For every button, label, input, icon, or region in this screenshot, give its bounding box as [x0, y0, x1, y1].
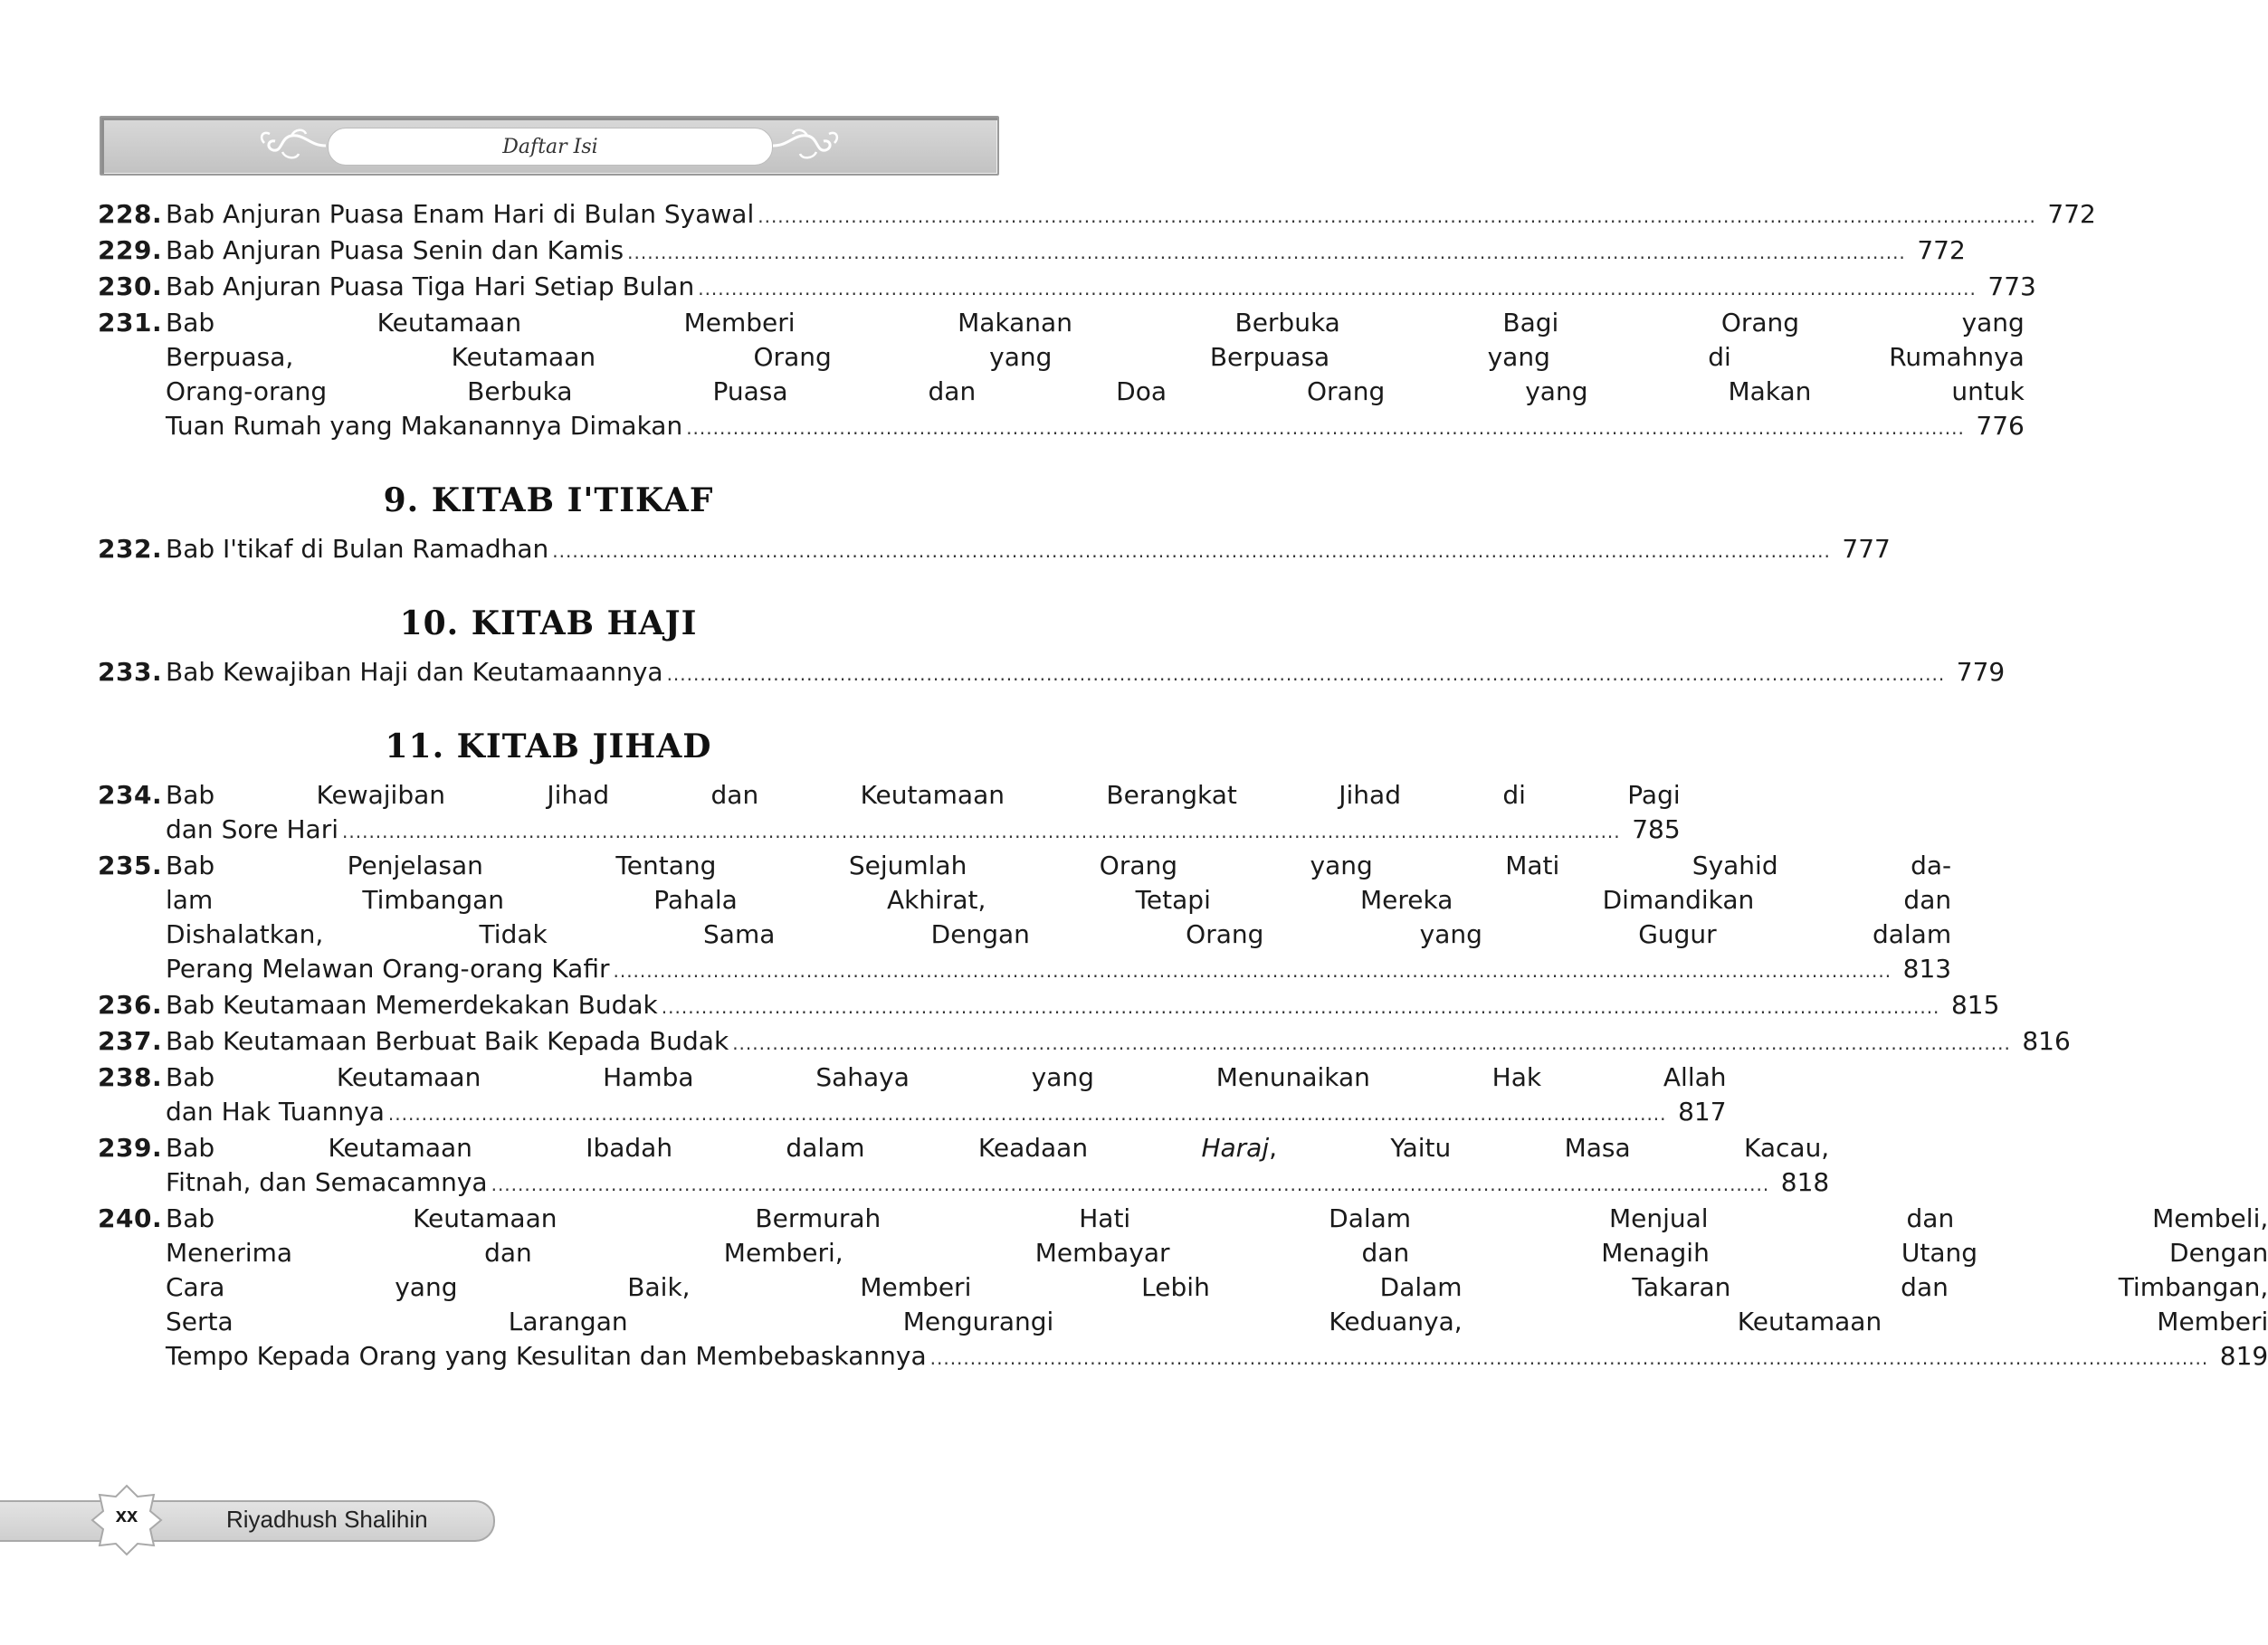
page-footer	[0, 1484, 507, 1556]
dot-leader	[662, 990, 1940, 1024]
toc-entry	[98, 655, 2006, 691]
section-heading-itikaf: 9. KITAB I'TIKAF	[383, 481, 714, 519]
entry-lines	[166, 1060, 1727, 1095]
entry-last-line	[166, 952, 1951, 988]
entry-title: Bab I'tikaf di Bulan Ramadhan	[166, 534, 549, 564]
entry-title: Bab Anjuran Puasa Senin dan Kamis	[166, 235, 624, 265]
entry-last-line	[166, 1095, 1727, 1131]
entry-lines	[166, 1131, 1829, 1165]
entry-last-line	[166, 813, 1681, 849]
page-header	[100, 116, 999, 176]
entry-last-line	[166, 1165, 1829, 1202]
floral-ornament-icon	[255, 125, 328, 166]
entry-title: Bab Anjuran Puasa Enam Hari di Bulan Syawal	[166, 199, 755, 229]
entry-number: 240.	[98, 1203, 163, 1233]
entry-last-line	[166, 1024, 2071, 1060]
table-of-contents	[98, 197, 2268, 1375]
entry-last-line	[166, 532, 1891, 568]
dot-leader	[552, 534, 1831, 568]
toc-entry	[98, 988, 2000, 1024]
entry-title: Perang Melawan Orang-orang Kafir	[166, 954, 610, 984]
page-ref: 785	[1632, 814, 1681, 844]
entry-number: 234.	[98, 780, 163, 810]
entry-last-line	[166, 1339, 2268, 1375]
page-ref: 815	[1950, 990, 2000, 1020]
entry-group	[98, 778, 2268, 1375]
entry-group	[98, 197, 2096, 445]
entry-body	[166, 1131, 1829, 1202]
entry-title: dan Sore Hari	[166, 814, 339, 844]
toc-entry	[98, 306, 2025, 445]
dot-leader	[342, 814, 1621, 849]
entry-line: lam Timbangan Pahala Akhirat, Tetapi Mereka Dimandikan dan	[166, 885, 1952, 915]
page-ref: 773	[1987, 271, 2036, 301]
dot-leader	[388, 1097, 1667, 1131]
toc-entry	[98, 532, 1891, 568]
toc-entry	[98, 1202, 2268, 1375]
entry-number: 228.	[98, 199, 163, 229]
entry-number: 231.	[98, 308, 163, 338]
dot-leader	[698, 271, 1977, 306]
entry-title: Bab Keutamaan Berbuat Baik Kepada Budak	[166, 1026, 729, 1056]
toc-entry	[98, 1024, 2071, 1060]
floral-ornament-icon	[771, 125, 843, 166]
entry-line: Orang-orang Berbuka Puasa dan Doa Orang yang Makan untuk	[166, 376, 2025, 406]
entry-body	[166, 233, 1966, 270]
entry-body	[166, 1202, 2268, 1375]
entry-line: Bab Keutamaan Bermurah Hati Dalam Menjual dan Membeli,	[166, 1203, 2268, 1233]
entry-last-line	[166, 409, 2025, 445]
entry-lines	[166, 1202, 2268, 1339]
entry-line: Bab Keutamaan Memberi Makanan Berbuka Bagi Orang yang	[166, 308, 2025, 338]
entry-body	[166, 849, 1951, 988]
toc-entry	[98, 270, 2036, 306]
dot-leader	[491, 1167, 1770, 1202]
page-number: xx	[115, 1504, 138, 1526]
entry-group	[98, 532, 1891, 568]
dot-leader	[613, 954, 1892, 988]
entry-line: Cara yang Baik, Memberi Lebih Dalam Takaran dan Timbangan,	[166, 1272, 2268, 1302]
entry-last-line	[166, 233, 1966, 270]
entry-lines	[166, 778, 1681, 813]
entry-number: 236.	[98, 990, 163, 1020]
entry-line: Serta Larangan Mengurangi Keduanya, Keutamaan Memberi	[166, 1307, 2268, 1336]
entry-body	[166, 270, 2036, 306]
toc-entry	[98, 197, 2096, 233]
page-ref: 777	[1842, 534, 1891, 564]
entry-body	[166, 306, 2025, 445]
dot-leader	[930, 1341, 2209, 1375]
entry-last-line	[166, 197, 2096, 233]
entry-number: 235.	[98, 851, 163, 880]
entry-number: 238.	[98, 1062, 163, 1092]
page-ref: 818	[1780, 1167, 1830, 1197]
entry-title: Tempo Kepada Orang yang Kesulitan dan Membebaskannya	[166, 1341, 927, 1371]
page-ref: 813	[1902, 954, 1952, 984]
entry-lines	[166, 849, 1951, 952]
entry-line: Dishalatkan, Tidak Sama Dengan Orang yang Gugur dalam	[166, 919, 1952, 949]
section-heading-jihad: 11. KITAB JIHAD	[385, 727, 712, 765]
dot-leader	[667, 657, 1946, 691]
entry-title: Fitnah, dan Semacamnya	[166, 1167, 488, 1197]
entry-number: 237.	[98, 1026, 163, 1056]
entry-title: dan Hak Tuannya	[166, 1097, 385, 1127]
toc-entry	[98, 1060, 1727, 1131]
section-heading-haji: 10. KITAB HAJI	[399, 604, 698, 642]
toc-entry	[98, 1131, 1830, 1202]
entry-number: 229.	[98, 235, 163, 265]
entry-body	[166, 988, 1999, 1024]
entry-number: 233.	[98, 657, 163, 687]
entry-body	[166, 778, 1681, 849]
entry-title: Bab Kewajiban Haji dan Keutamaannya	[166, 657, 663, 687]
entry-title: Bab Keutamaan Memerdekakan Budak	[166, 990, 658, 1020]
entry-body	[166, 1060, 1727, 1131]
toc-entry	[98, 849, 1952, 988]
entry-body	[166, 532, 1891, 568]
page-ref: 779	[1956, 657, 2006, 687]
entry-last-line	[166, 270, 2036, 306]
dot-leader	[627, 235, 1906, 270]
page-ref: 772	[2047, 199, 2096, 229]
entry-line: Berpuasa, Keutamaan Orang yang Berpuasa yang di Rumahnya	[166, 342, 2025, 372]
page-ref: 772	[1917, 235, 1966, 265]
entry-line-part: Bab Keutamaan Ibadah dalam Keadaan	[166, 1133, 1202, 1163]
dot-leader	[732, 1026, 2011, 1060]
entry-title: Tuan Rumah yang Makanannya Dimakan	[166, 411, 683, 441]
entry-last-line	[166, 655, 2005, 691]
entry-line	[166, 1131, 1829, 1165]
entry-line: Menerima dan Memberi, Membayar dan Menagih Utang Dengan	[166, 1238, 2268, 1268]
dot-leader	[758, 199, 2036, 233]
page-ref: 819	[2219, 1341, 2268, 1371]
entry-line-part: Haraj	[1201, 1133, 1270, 1163]
entry-number: 239.	[98, 1133, 163, 1163]
entry-last-line	[166, 988, 1999, 1024]
entry-body	[166, 197, 2096, 233]
entry-body	[166, 655, 2005, 691]
entry-line: Bab Penjelasan Tentang Sejumlah Orang yang Mati Syahid da-	[166, 851, 1952, 880]
page-ref: 776	[1976, 411, 2025, 441]
toc-entry	[98, 233, 1966, 270]
page-ref: 816	[2022, 1026, 2071, 1056]
page-ref: 817	[1678, 1097, 1727, 1127]
entry-number: 232.	[98, 534, 163, 564]
entry-group	[98, 655, 2006, 691]
entry-title: Bab Anjuran Puasa Tiga Hari Setiap Bulan	[166, 271, 695, 301]
book-title: Riyadhush Shalihin	[226, 1506, 428, 1533]
entry-line: Bab Keutamaan Hamba Sahaya yang Menunaikan Hak Allah	[166, 1062, 1727, 1092]
header-title: Daftar Isi	[328, 128, 773, 166]
toc-entry	[98, 778, 1681, 849]
entry-line: Bab Kewajiban Jihad dan Keutamaan Berangkat Jihad di Pagi	[166, 780, 1681, 810]
entry-line-part: , Yaitu Masa Kacau,	[1269, 1133, 1830, 1163]
entry-number: 230.	[98, 271, 163, 301]
entry-body	[166, 1024, 2071, 1060]
entry-lines	[166, 306, 2025, 409]
dot-leader	[686, 411, 1965, 445]
